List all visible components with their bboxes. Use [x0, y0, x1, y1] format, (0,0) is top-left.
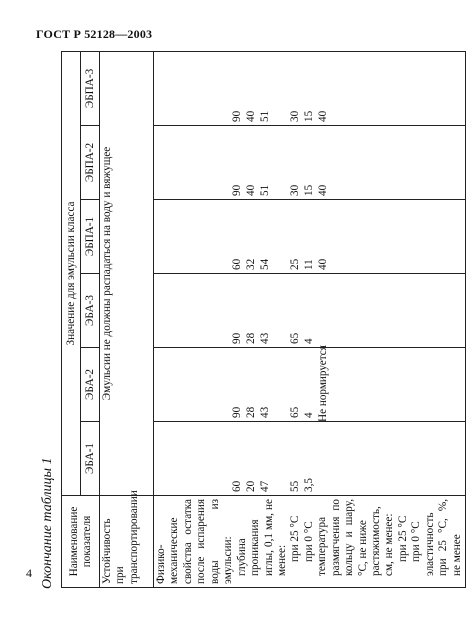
value-cell: 55 [289, 480, 301, 492]
value-cell: 47 [259, 480, 271, 492]
page-number: 4 [26, 566, 32, 580]
value-cell: 51 [259, 110, 271, 122]
softening-label: температура размягчения по кольцу и шару, °С, не ниже [316, 499, 369, 576]
value-cell: 90 [231, 110, 243, 122]
value-cell: 40 [317, 184, 329, 196]
value-cell: 43 [259, 332, 271, 344]
row-transport [100, 51, 154, 587]
row-physmech [154, 51, 466, 587]
value-cell: 60 [231, 480, 243, 492]
value-cell: 32 [245, 258, 257, 270]
table-caption: Окончание таблицы 1 [40, 457, 55, 589]
value-cell: 15 [303, 110, 315, 122]
class-header: ЭБА-3 [81, 274, 100, 348]
value-cell: 15 [303, 184, 315, 196]
values-ebpa1 [154, 200, 466, 274]
value-cell: 54 [259, 258, 271, 270]
col-header-name: Наименование показателя [62, 496, 100, 588]
value-cell: 40 [245, 110, 257, 122]
value-cell: 60 [231, 258, 243, 270]
elasticity-label: эластичность при 25 °С, %, не менее [423, 499, 463, 576]
class-header: ЭБПА-2 [81, 126, 100, 200]
value-cell: 90 [231, 406, 243, 418]
value-cell: 11 [303, 259, 315, 270]
class-header: ЭБА-1 [81, 422, 100, 496]
physmech-name [154, 496, 466, 588]
value-cell: 40 [317, 110, 329, 122]
class-header: ЭБПА-1 [81, 200, 100, 274]
not-normed: Не нормируется [317, 345, 329, 422]
value-cell: 30 [289, 184, 301, 196]
value-cell: 51 [259, 184, 271, 196]
header-row-group [62, 51, 81, 587]
physmech-intro: Физико-механические свойства остатка после испарения воды из эмульсии: [155, 499, 235, 584]
transport-name: Устойчивость при транспортировании [100, 496, 154, 588]
value-cell: 65 [289, 406, 301, 418]
penetration-25: при 25 °С [289, 515, 302, 562]
ductility-label: растяжимость, см, не менее: [370, 506, 396, 576]
value-cell: 40 [317, 258, 329, 270]
value-cell: 4 [303, 338, 315, 344]
values-eba2 [154, 348, 466, 422]
values-eba3 [154, 274, 466, 348]
value-cell: 40 [245, 184, 257, 196]
value-cell: 30 [289, 110, 301, 122]
ductility-0: при 0 °С [410, 521, 423, 562]
col-header-group: Значение для эмульсии класса [62, 51, 81, 495]
value-cell: 4 [303, 412, 315, 418]
value-cell: 90 [231, 332, 243, 344]
value-cell: 90 [231, 184, 243, 196]
specification-table [61, 51, 466, 588]
value-cell: 65 [289, 332, 301, 344]
rotated-table-container [61, 52, 463, 588]
value-cell: 20 [245, 480, 257, 492]
transport-value: Эмульсии не должны распадаться на воду и вяжущее [100, 51, 154, 495]
ductility-25: при 25 °С [396, 515, 409, 562]
value-cell: 3,5 [303, 478, 315, 492]
penetration-label: глубина проникания иглы, 0,1 мм, не менее: [235, 499, 288, 576]
value-cell: 28 [245, 332, 257, 344]
value-cell: 43 [259, 406, 271, 418]
values-ebpa3 [154, 51, 466, 125]
standard-header: ГОСТ Р 52128—2003 [36, 27, 153, 41]
value-cell: 25 [289, 258, 301, 270]
class-header: ЭБПА-3 [81, 51, 100, 125]
values-ebpa2 [154, 126, 466, 200]
penetration-0: при 0 °С [302, 521, 315, 562]
class-header: ЭБА-2 [81, 348, 100, 422]
value-cell: 28 [245, 406, 257, 418]
